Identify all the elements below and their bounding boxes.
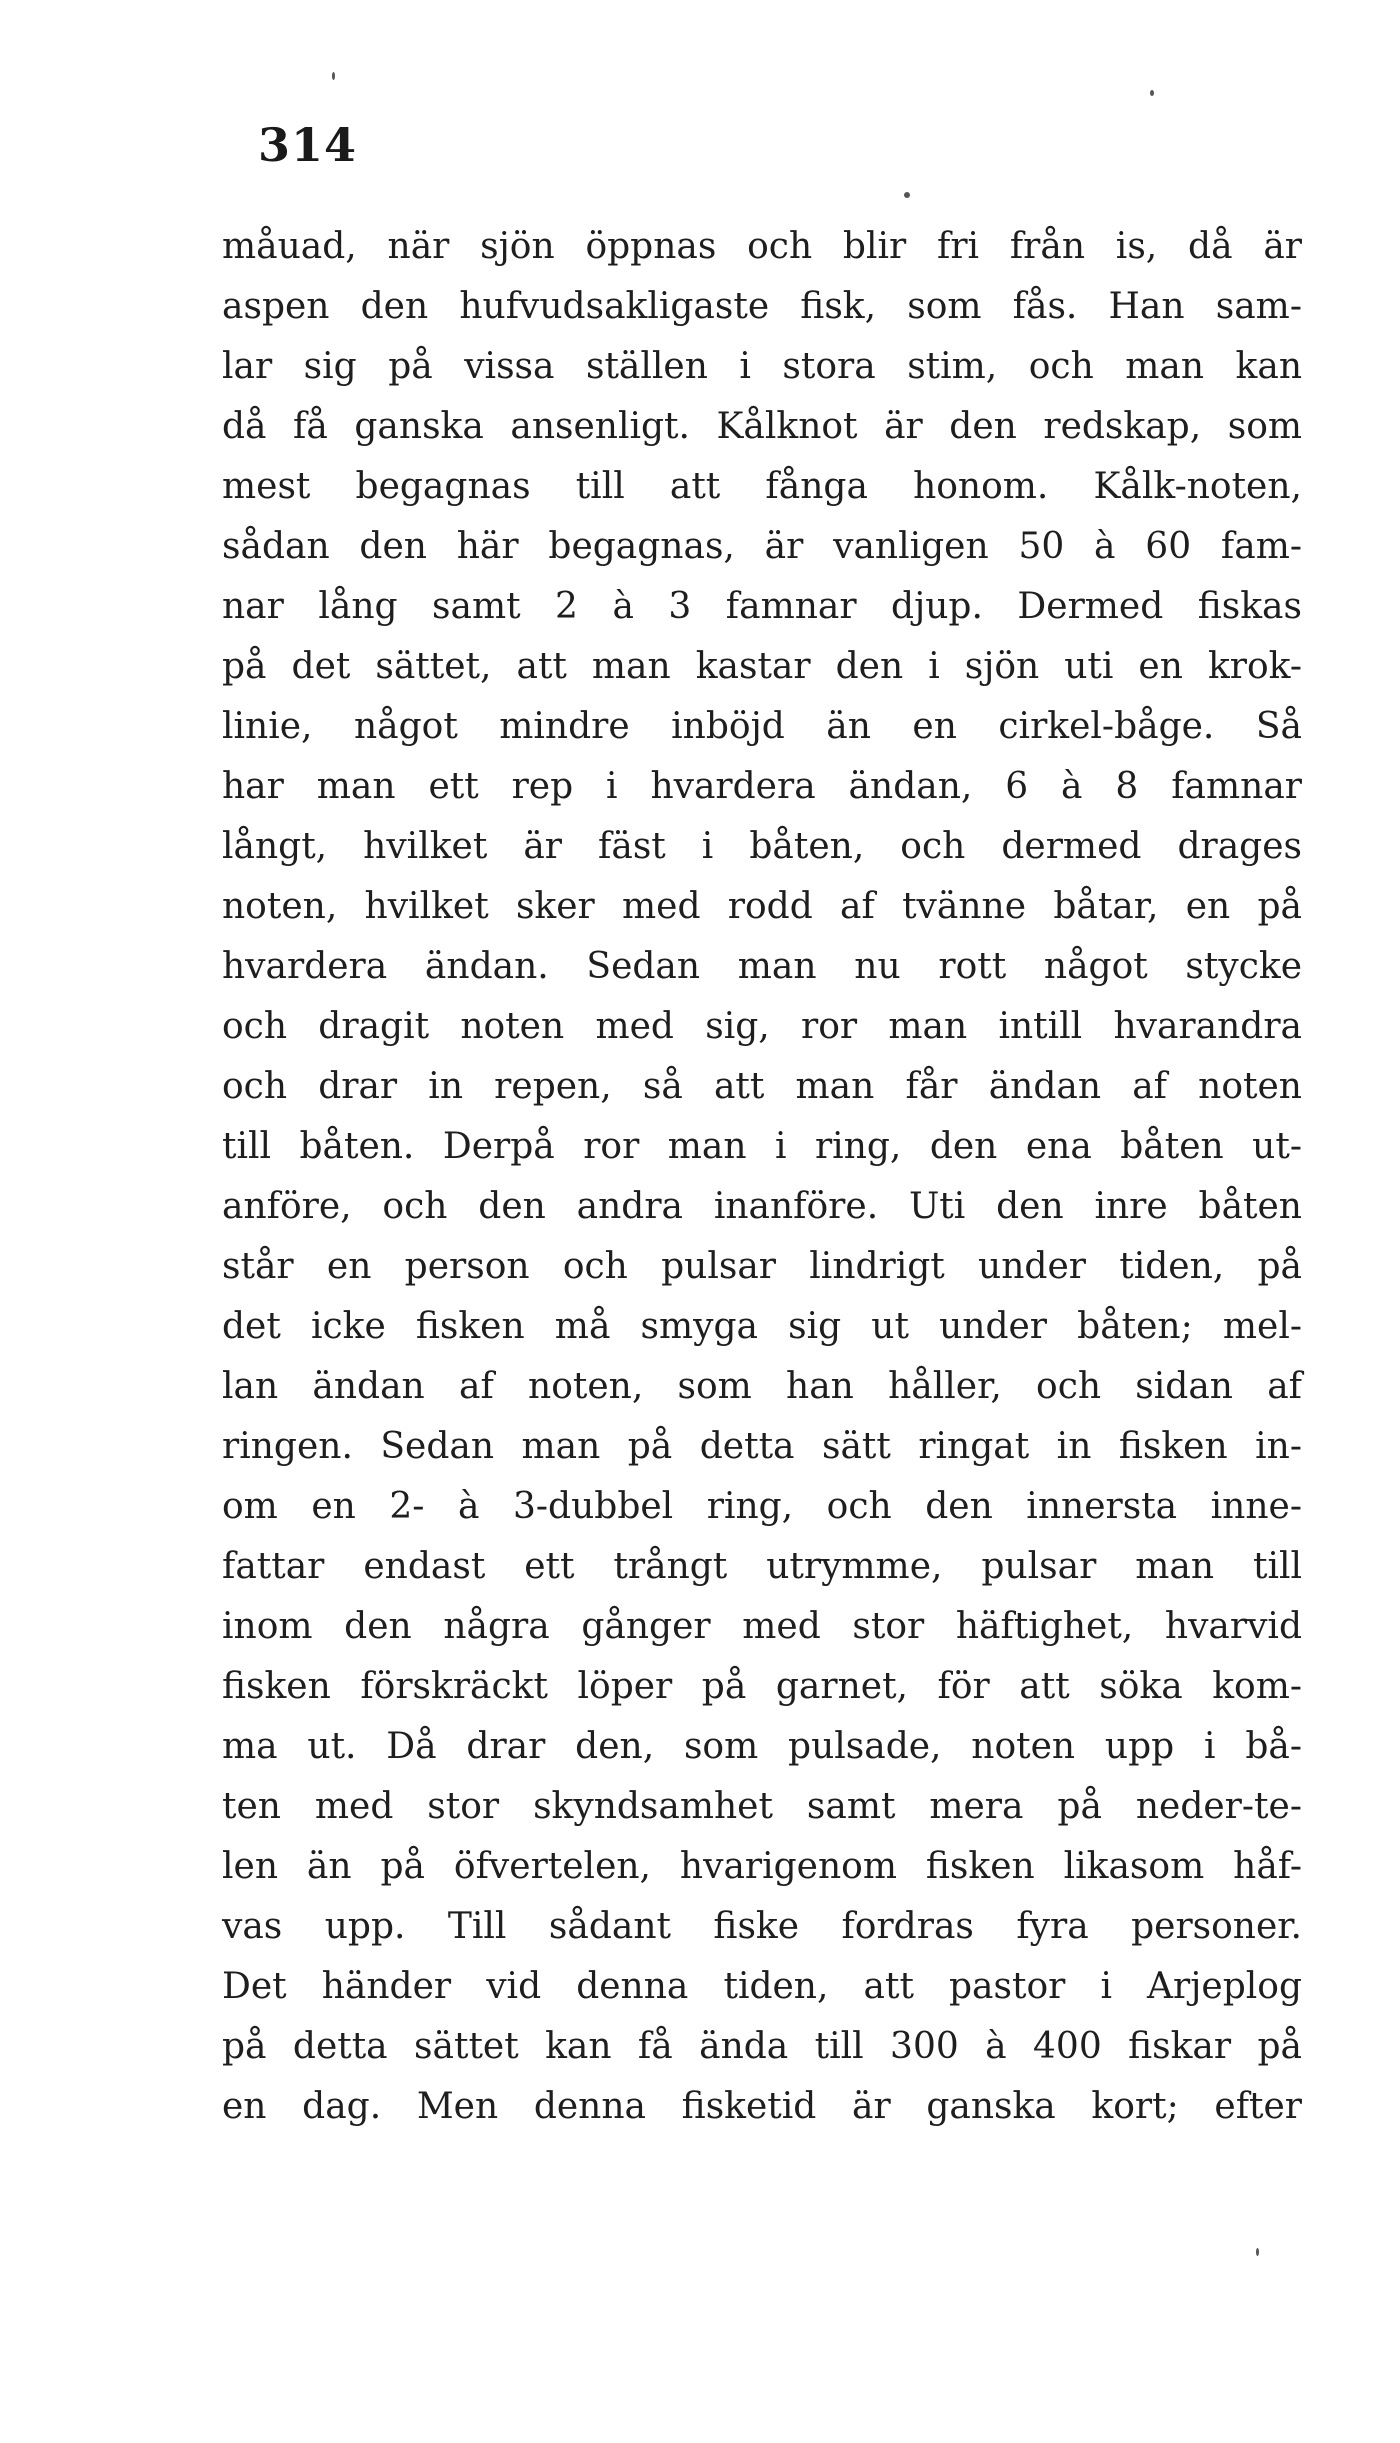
text-line: och drar in repen, så att man får ändan af noten — [222, 1066, 1302, 1107]
text-line: till båten. Derpå ror man i ring, den ena båten ut- — [222, 1126, 1302, 1167]
text-line: en dag. Men denna fisketid är ganska kort; efter — [222, 2086, 1302, 2127]
body-text — [222, 217, 1302, 2137]
text-line: har man ett rep i hvardera ändan, 6 à 8 famnar — [222, 766, 1302, 807]
text-line: långt, hvilket är fäst i båten, och dermed drages — [222, 826, 1302, 867]
paper-speck — [904, 192, 910, 198]
text-line: noten, hvilket sker med rodd af tvänne båtar, en på — [222, 886, 1302, 927]
text-line: aspen den hufvudsakligaste fisk, som fås. Han sam- — [222, 286, 1302, 327]
text-line: måuad, när sjön öppnas och blir fri från is, då är — [222, 226, 1302, 267]
text-line: anföre, och den andra inanföre. Uti den inre båten — [222, 1186, 1302, 1227]
text-line: len än på öfvertelen, hvarigenom fisken likasom håf- — [222, 1846, 1302, 1887]
text-line: ten med stor skyndsamhet samt mera på neder-te- — [222, 1786, 1302, 1827]
text-line: sådan den här begagnas, är vanligen 50 à 60 fam- — [222, 526, 1302, 567]
text-line: mest begagnas till att fånga honom. Kålk-noten, — [222, 466, 1302, 507]
text-line: och dragit noten med sig, ror man intill hvarandra — [222, 1006, 1302, 1047]
text-line: fattar endast ett trångt utrymme, pulsar man till — [222, 1546, 1302, 1587]
text-line: på det sättet, att man kastar den i sjön uti en krok- — [222, 646, 1302, 687]
text-line: på detta sättet kan få ända till 300 à 400 fiskar på — [222, 2026, 1302, 2067]
text-line: fisken förskräckt löper på garnet, för att söka kom- — [222, 1666, 1302, 1707]
text-line: linie, något mindre inböjd än en cirkel-båge. Så — [222, 706, 1302, 747]
text-line: Det händer vid denna tiden, att pastor i Arjeplog — [222, 1966, 1302, 2007]
text-line: lar sig på vissa ställen i stora stim, och man kan — [222, 346, 1302, 387]
paper-speck — [332, 72, 335, 80]
text-line: står en person och pulsar lindrigt under tiden, på — [222, 1246, 1302, 1287]
paper-speck — [1150, 90, 1154, 96]
text-line: ringen. Sedan man på detta sätt ringat in fisken in- — [222, 1426, 1302, 1467]
page-number: 314 — [258, 118, 358, 172]
text-line: inom den några gånger med stor häftighet, hvarvid — [222, 1606, 1302, 1647]
text-line: det icke fisken må smyga sig ut under båten; mel- — [222, 1306, 1302, 1347]
text-line: om en 2- à 3-dubbel ring, och den innersta inne- — [222, 1486, 1302, 1527]
text-line: då få ganska ansenligt. Kålknot är den redskap, som — [222, 406, 1302, 447]
text-line: ma ut. Då drar den, som pulsade, noten upp i bå- — [222, 1726, 1302, 1767]
text-line: nar lång samt 2 à 3 famnar djup. Dermed fiskas — [222, 586, 1302, 627]
text-line: hvardera ändan. Sedan man nu rott något stycke — [222, 946, 1302, 987]
paper-speck — [1256, 2248, 1259, 2256]
text-line: vas upp. Till sådant fiske fordras fyra personer. — [222, 1906, 1302, 1947]
text-line: lan ändan af noten, som han håller, och sidan af — [222, 1366, 1302, 1407]
